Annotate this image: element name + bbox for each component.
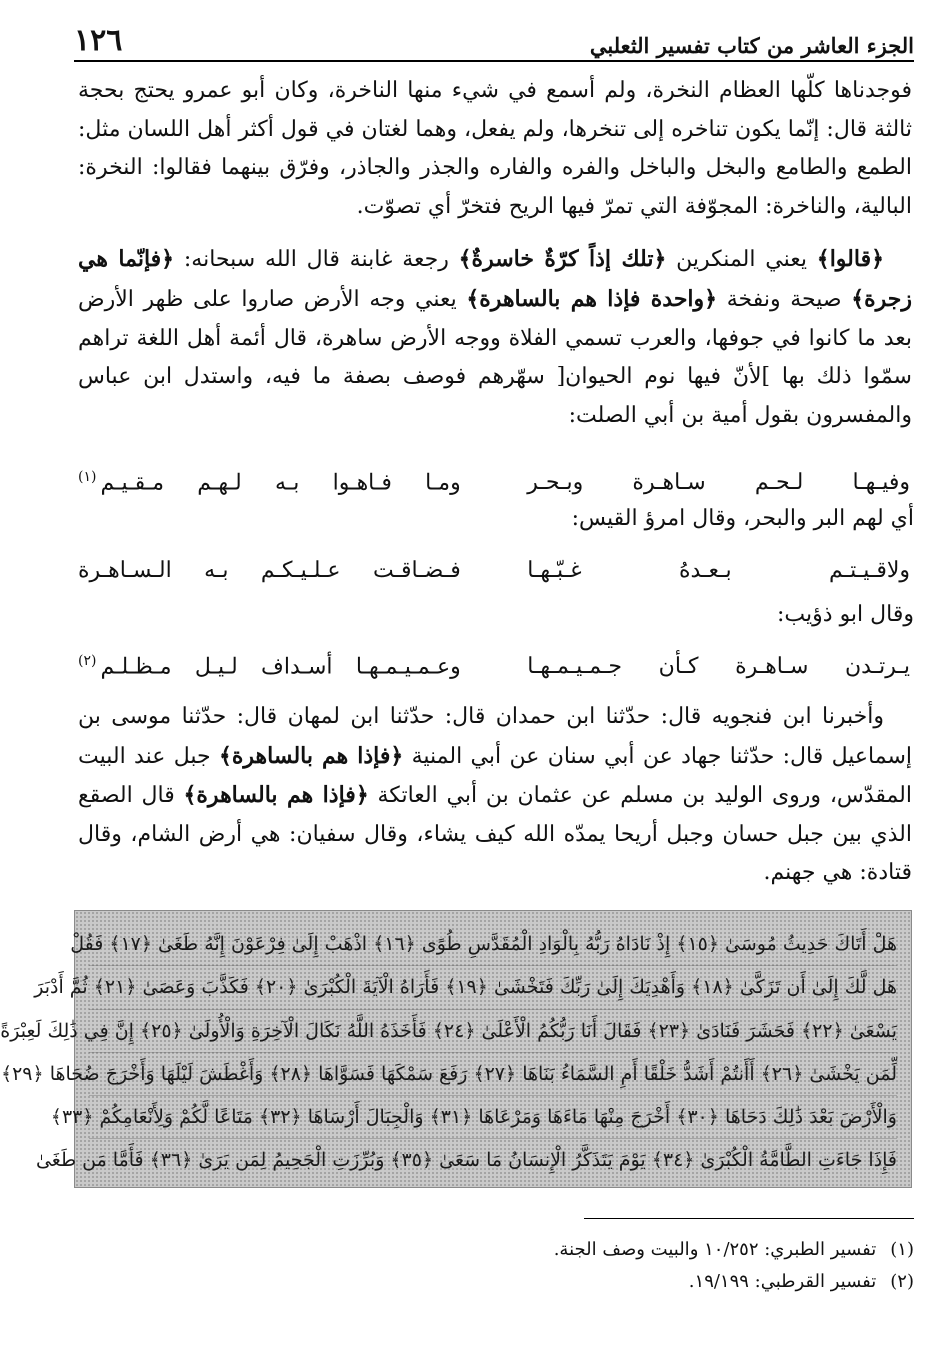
quran-quote: ﴿فإنّما هي زجرة﴾ (78, 246, 913, 312)
verse-text: ومـا فـاهـوا بـه لـهـم مـقـيـم (100, 470, 461, 496)
paragraph-2 (78, 240, 912, 435)
text-run: قال الصقع الذي بين جبل حسان وجبل أريحا يمدّه الله كيف يشاء، وقال سفيان: هي أرض الشام، وقال قتادة: هي جهنم. (78, 783, 912, 886)
footnote-1 (78, 1234, 914, 1266)
verse-hemistich-right: ولاقـيـتـم بـعـدهُ غـبّـهـا (527, 557, 910, 583)
footnote-number: (١) (890, 1239, 914, 1260)
text-line: أي لهم البر والبحر، وقال امرؤ القيس: (571, 506, 914, 531)
footnotes (78, 1234, 914, 1298)
commentary-text (78, 72, 912, 435)
poem-verse-1 (78, 462, 910, 502)
page-number: ١٢٦ (74, 23, 123, 58)
quran-line: هَلْ أَتَاكَ حَدِيثُ مُوسَىٰ ﴿١٥﴾ إِذْ نَادَاهُ رَبُّهُ بِالْوَادِ الْمُقَدَّسِ طُوًى ﴿١٦﴾ اذْهَبْ إِلَىٰ فِرْعَوْنَ إِنَّهُ طَغَىٰ ﴿١٧﴾ فَقُلْ (89, 923, 897, 966)
footnote-number: (٢) (890, 1271, 914, 1292)
poem-verse-3 (78, 646, 910, 686)
running-title: الجزء العاشر من كتاب تفسير الثعلبي (589, 33, 914, 58)
text-run: رجعة غابنة قال الله سبحانه: (174, 247, 459, 273)
footnote-marker: (٢) (78, 652, 97, 669)
text-run: وأخبرنا ابن فنجويه قال: حدّثنا ابن حمدان قال: حدّثنا ابن لمهان قال: حدّثنا موسى بن إسماعيل قال: حدّثنا جهاد عن أبي سنان عن أبي المنية (78, 704, 913, 769)
verse-hemistich-right: وفيـهـا لـحـم سـاهـرة وبـحـر (527, 469, 910, 495)
footnote-text: تفسير الطبري: ١٠/٢٥٢ والبيت وصف الجنة. (553, 1239, 877, 1260)
quran-line: هَل لَّكَ إِلَىٰ أَن تَزَكَّىٰ ﴿١٨﴾ وَأَهْدِيَكَ إِلَىٰ رَبِّكَ فَتَخْشَىٰ ﴿١٩﴾ فَأَرَاهُ الْآيَةَ الْكُبْرَىٰ ﴿٢٠﴾ فَكَذَّبَ وَعَصَىٰ ﴿٢١﴾ ثُمَّ أَدْبَرَ (89, 966, 897, 1009)
quran-line: يَسْعَىٰ ﴿٢٢﴾ فَحَشَرَ فَنَادَىٰ ﴿٢٣﴾ فَقَالَ أَنَا رَبُّكُمُ الْأَعْلَىٰ ﴿٢٤﴾ فَأَخَذَهُ اللَّهُ نَكَالَ الْآخِرَةِ وَالْأُولَىٰ ﴿٢٥﴾ إِنَّ فِي ذَٰلِكَ لَعِبْرَةً (89, 1010, 897, 1053)
verse-hemistich-left (78, 469, 461, 495)
quran-verses-box (0, 910, 912, 1188)
footnote-text: تفسير القرطبي: ١٩/١٩٩. (688, 1271, 877, 1292)
quran-line: وَالْأَرْضَ بَعْدَ ذَٰلِكَ دَحَاهَا ﴿٣٠﴾ أَخْرَجَ مِنْهَا مَاءَهَا وَمَرْعَاهَا ﴿٣١﴾ وَالْجِبَالَ أَرْسَاهَا ﴿٣٢﴾ مَتَاعًا لَّكُمْ وَلِأَنْعَامِكُمْ ﴿٣٣﴾ (89, 1096, 897, 1139)
verse-text: وعـمـيـمـهـا أسـداف لـيـل مـظـلـم (100, 654, 461, 680)
paragraph-1: فوجدناها كلّها العظام النخرة، ولم أسمع في شيء منها الناخرة، وكان أبو عمرو يحتج بحجة ثالثة قال: إنّما يكون تناخره إلى تنخرها، ولم يفعل، وهما لغتان في قول أكثر أهل اللسان مثل: الطمع والطامع والبخل والباخل والفره والفاره والجذر والجاذر، وفرّق بينهما فقالوا: النخرة: البالية، والناخرة: المجوّفة التي تمرّ فيها الريح فتخرّ أي تصوّت. (78, 78, 912, 219)
verse-hemistich-left: فـضـاقـت عـلـيـكـم بـه الـسـاهـرة (78, 557, 461, 583)
page-header (74, 14, 914, 62)
text-run: يعني وجه الأرض صاروا على ظهر الأرض بعد ما كانوا في جوفها، والعرب تسمي الفلاة ووجه الأرض ساهرة، قال أئمة أهل اللغة تراهم سمّوا ذلك بها ]لأنّ فيها نوم الحيوان[ سهّرهم فوصف بصفة ما فيه، واستدل ابن عباس والمفسرون بقول أمية بن أبي الصلت: (78, 286, 912, 428)
commentary-text-2 (78, 698, 912, 893)
verse-hemistich-left (78, 653, 461, 679)
text-run: صيحة ونفخة (717, 286, 852, 312)
footnote-2 (78, 1266, 914, 1298)
poem-verse-2 (78, 550, 910, 590)
text-line: وقال ابو ذؤيب: (777, 602, 914, 627)
quran-line: فَإِذَا جَاءَتِ الطَّامَّةُ الْكُبْرَىٰ ﴿٣٤﴾ يَوْمَ يَتَذَكَّرُ الْإِنسَانُ مَا سَعَىٰ ﴿٣٥﴾ وَبُرِّزَتِ الْجَحِيمُ لِمَن يَرَىٰ ﴿٣٦﴾ فَأَمَّا مَن طَغَىٰ (35, 1149, 897, 1172)
quran-quote: ﴿فإذا هم بالساهرة﴾ (183, 782, 369, 809)
paragraph-3 (78, 698, 912, 893)
quran-quote: ﴿واحدة فإذا هم بالساهرة﴾ (466, 285, 718, 312)
quran-quote: ﴿تلك إذاً كرّةٌ خاسرةٌ﴾ (458, 246, 667, 273)
verse-hemistich-right: يـرتـدن سـاهـرة كـأن جـمـيـمـهـا (527, 653, 910, 679)
quran-quote: ﴿قالوا﴾ (816, 246, 884, 273)
text-run: يعني المنكرين (666, 247, 817, 273)
quran-quote: ﴿فإذا هم بالساهرة﴾ (218, 742, 404, 769)
text-run: جبل عند البيت المقدّس، وروى الوليد بن مسلم عن عثمان بن أبي العاتكة (78, 743, 913, 809)
footnote-marker: (١) (78, 468, 97, 485)
footnote-divider (584, 1218, 914, 1219)
quran-line: لِّمَن يَخْشَىٰ ﴿٢٦﴾ أَأَنتُمْ أَشَدُّ خَلْقًا أَمِ السَّمَاءُ بَنَاهَا ﴿٢٧﴾ رَفَعَ سَمْكَهَا فَسَوَّاهَا ﴿٢٨﴾ وَأَغْطَشَ لَيْلَهَا وَأَخْرَجَ ضُحَاهَا ﴿٢٩﴾ (89, 1053, 897, 1096)
